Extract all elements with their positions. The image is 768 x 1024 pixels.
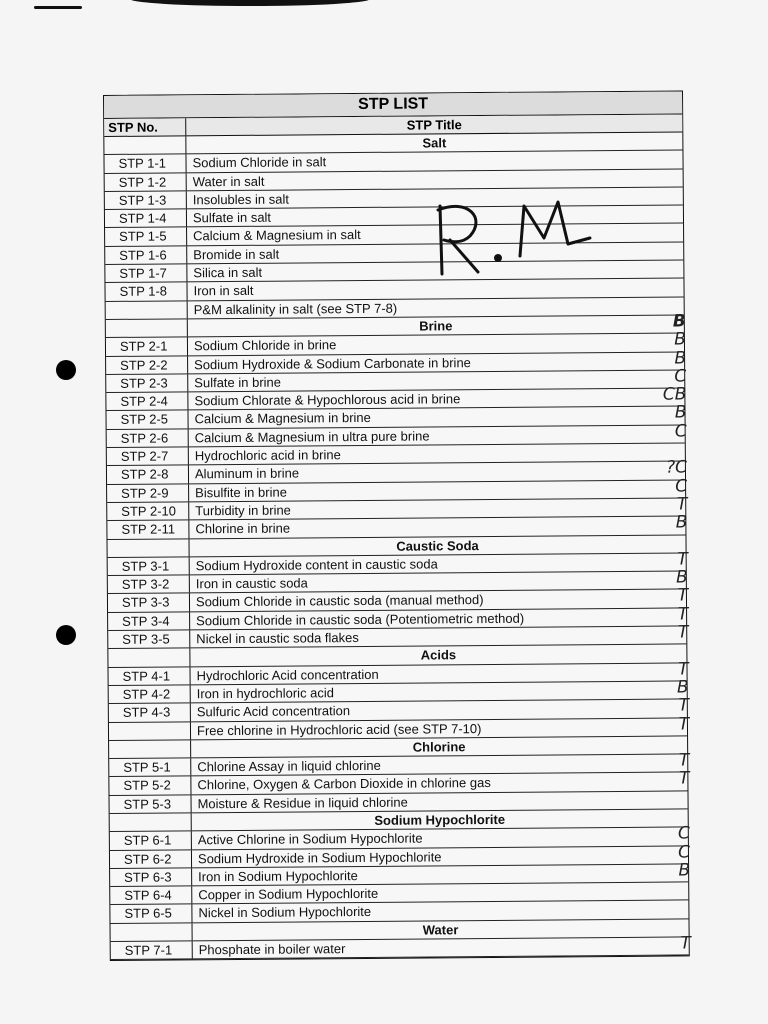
title-text: Sodium Chloride in salt xyxy=(192,154,327,171)
title-text: Silica in salt xyxy=(193,264,263,281)
stp-number: STP 2-8 xyxy=(107,466,189,484)
handwritten-mark: T xyxy=(678,750,690,771)
title-text: Brine xyxy=(419,318,453,334)
handwritten-mark: T xyxy=(680,933,691,954)
stp-number: STP 6-3 xyxy=(110,868,192,886)
stp-number: STP 4-1 xyxy=(108,667,190,685)
edge-mark xyxy=(34,6,82,9)
stp-number: STP 3-1 xyxy=(108,557,190,575)
title-text: Nickel in Sodium Hypochlorite xyxy=(198,904,372,921)
stp-number: STP 3-5 xyxy=(108,630,190,648)
title-text: Calcium & Magnesium in salt xyxy=(193,227,361,244)
stp-number: STP 1-6 xyxy=(105,246,187,264)
stp-number: STP 6-5 xyxy=(110,905,192,923)
stp-number: STP 4-3 xyxy=(109,704,191,722)
stp-number: STP 2-2 xyxy=(106,356,188,374)
stp-number: STP 2-4 xyxy=(106,392,188,410)
stp-table xyxy=(103,90,690,961)
title-text: Sodium Chloride in brine xyxy=(193,337,337,354)
stp-number: STP 3-4 xyxy=(108,612,190,630)
stp-number xyxy=(110,813,192,831)
handwritten-mark: ?C xyxy=(665,457,688,478)
handwritten-mark: CB xyxy=(662,384,687,405)
table-row xyxy=(111,933,691,960)
stp-number: STP 2-5 xyxy=(106,411,188,429)
stp-number: STP 2-1 xyxy=(106,338,188,356)
stp-number: STP 2-10 xyxy=(107,502,189,520)
title-text: Active Chlorine in Sodium Hypochlorite xyxy=(197,830,423,848)
column-header-stp-title: STP Title xyxy=(406,117,462,133)
title-text: Sodium Hydroxide & Sodium Carbonate in brine xyxy=(194,354,471,372)
handwritten-mark: T xyxy=(677,604,689,625)
stp-number: STP 2-11 xyxy=(107,521,189,539)
stp-number: STP 5-1 xyxy=(109,758,191,776)
stp-number: STP 6-1 xyxy=(110,832,192,850)
title-text: Aluminum in brine xyxy=(194,465,300,482)
title-text: Bisulfite in brine xyxy=(195,484,287,500)
title-text: Nickel in caustic soda flakes xyxy=(196,630,359,647)
title-text: P&M alkalinity in salt (see STP 7-8) xyxy=(193,300,398,317)
stp-number: STP 2-6 xyxy=(107,429,189,447)
handwritten-mark: T xyxy=(678,713,690,734)
table-body xyxy=(104,132,691,960)
handwritten-mark: B xyxy=(672,311,686,332)
stp-number: STP 7-1 xyxy=(111,941,193,959)
handwritten-mark: C xyxy=(678,841,691,863)
handwritten-mark: B xyxy=(675,512,688,533)
stp-number: STP 5-3 xyxy=(110,795,192,813)
title-text: Sodium Chloride in caustic soda (manual method) xyxy=(195,592,484,610)
title-text: Calcium & Magnesium in brine xyxy=(194,410,371,427)
title-text: Caustic Soda xyxy=(396,537,479,554)
handwritten-mark: T xyxy=(678,695,689,716)
title-text: Moisture & Residue in liquid chlorine xyxy=(197,794,408,811)
handwritten-mark: C xyxy=(674,366,687,387)
stp-number xyxy=(107,539,189,557)
title-text: Hydrochloric Acid concentration xyxy=(196,666,379,683)
stp-number: STP 2-9 xyxy=(107,484,189,502)
stp-number xyxy=(108,649,190,667)
title-text: Chlorine, Oxygen & Carbon Dioxide in chlorine gas xyxy=(197,775,491,793)
handwritten-mark: B xyxy=(678,860,691,881)
title-text: Sulfate in salt xyxy=(192,209,272,226)
title-text: Water xyxy=(422,922,459,938)
title-text: Calcium & Magnesium in ultra pure brine xyxy=(194,428,430,446)
handwritten-mark: C xyxy=(677,823,690,844)
handwritten-mark: T xyxy=(678,768,690,789)
stp-number: STP 1-5 xyxy=(105,228,187,246)
stp-number xyxy=(104,136,186,154)
stp-number xyxy=(106,319,188,337)
title-text: Hydrochloric acid in brine xyxy=(194,447,341,464)
handwritten-mark: T xyxy=(676,494,688,515)
handwritten-mark: T xyxy=(677,622,689,643)
handwritten-mark: C xyxy=(674,421,687,442)
stp-number xyxy=(111,923,193,941)
handwritten-mark: T xyxy=(678,659,689,680)
handwritten-signature xyxy=(428,196,598,286)
stp-number: STP 2-7 xyxy=(107,447,189,465)
handwritten-mark: B xyxy=(676,567,688,588)
stp-number: STP 1-8 xyxy=(105,283,187,301)
stp-number xyxy=(109,722,191,740)
punch-hole xyxy=(56,360,76,380)
stp-number: STP 5-2 xyxy=(109,777,191,795)
title-text: Sulfuric Acid concentration xyxy=(196,703,351,720)
title-text: Chlorine xyxy=(412,738,466,755)
handwritten-mark: B xyxy=(674,329,687,350)
stp-title xyxy=(193,933,691,958)
title-text: Sodium Hydroxide content in caustic soda xyxy=(195,556,438,574)
handwritten-mark: T xyxy=(677,549,688,570)
handwritten-mark: B xyxy=(674,347,687,369)
title-text: Bromide in salt xyxy=(193,246,280,263)
stp-number: STP 6-4 xyxy=(110,886,192,904)
title-text: Iron in salt xyxy=(193,283,254,299)
table-title: STP LIST xyxy=(104,91,682,119)
column-header-stp-no: STP No. xyxy=(104,118,186,136)
stp-number xyxy=(109,740,191,758)
stp-number: STP 1-1 xyxy=(104,155,186,173)
stp-number xyxy=(106,301,188,319)
handwritten-mark: C xyxy=(675,476,688,497)
stp-number: STP 3-3 xyxy=(108,594,190,612)
stp-number: STP 2-3 xyxy=(106,374,188,392)
punch-hole xyxy=(56,625,76,645)
title-text: Sodium Hydroxide in Sodium Hypochlorite xyxy=(197,848,442,866)
stp-number: STP 1-2 xyxy=(105,173,187,191)
title-text: Turbidity in brine xyxy=(195,502,291,519)
stp-number: STP 1-7 xyxy=(105,264,187,282)
title-text: Chlorine Assay in liquid chlorine xyxy=(197,757,381,775)
stp-number: STP 4-2 xyxy=(109,685,191,703)
title-text: Sulfate in brine xyxy=(194,374,282,391)
stp-number: STP 3-2 xyxy=(108,575,190,593)
title-text: Sodium Hypochlorite xyxy=(374,811,506,828)
title-text: Iron in Sodium Hypochlorite xyxy=(198,867,358,885)
title-text: Chlorine in brine xyxy=(195,520,291,537)
stp-number: STP 6-2 xyxy=(110,850,192,868)
handwritten-mark: B xyxy=(676,677,689,698)
stp-number: STP 1-3 xyxy=(105,191,187,209)
handwritten-mark: B xyxy=(674,402,687,423)
edge-shadow xyxy=(130,0,370,6)
title-text: Iron in hydrochloric acid xyxy=(196,685,335,702)
title-text: Water in salt xyxy=(192,173,265,189)
handwritten-mark: T xyxy=(677,585,689,606)
title-text: Acids xyxy=(420,647,457,663)
title-text: Copper in Sodium Hypochlorite xyxy=(198,886,379,903)
title-text: Insolubles in salt xyxy=(192,191,290,208)
title-text: Salt xyxy=(422,135,447,151)
stp-number: STP 1-4 xyxy=(105,210,187,228)
title-text: Sodium Chlorate & Hypochlorous acid in brine xyxy=(194,391,461,409)
title-text: Free chlorine in Hydrochloric acid (see STP 7-10) xyxy=(196,720,482,738)
title-text: Sodium Chloride in caustic soda (Potentiometric method) xyxy=(196,610,525,629)
title-text: Phosphate in boiler water xyxy=(198,941,346,958)
title-text: Iron in caustic soda xyxy=(195,575,308,592)
